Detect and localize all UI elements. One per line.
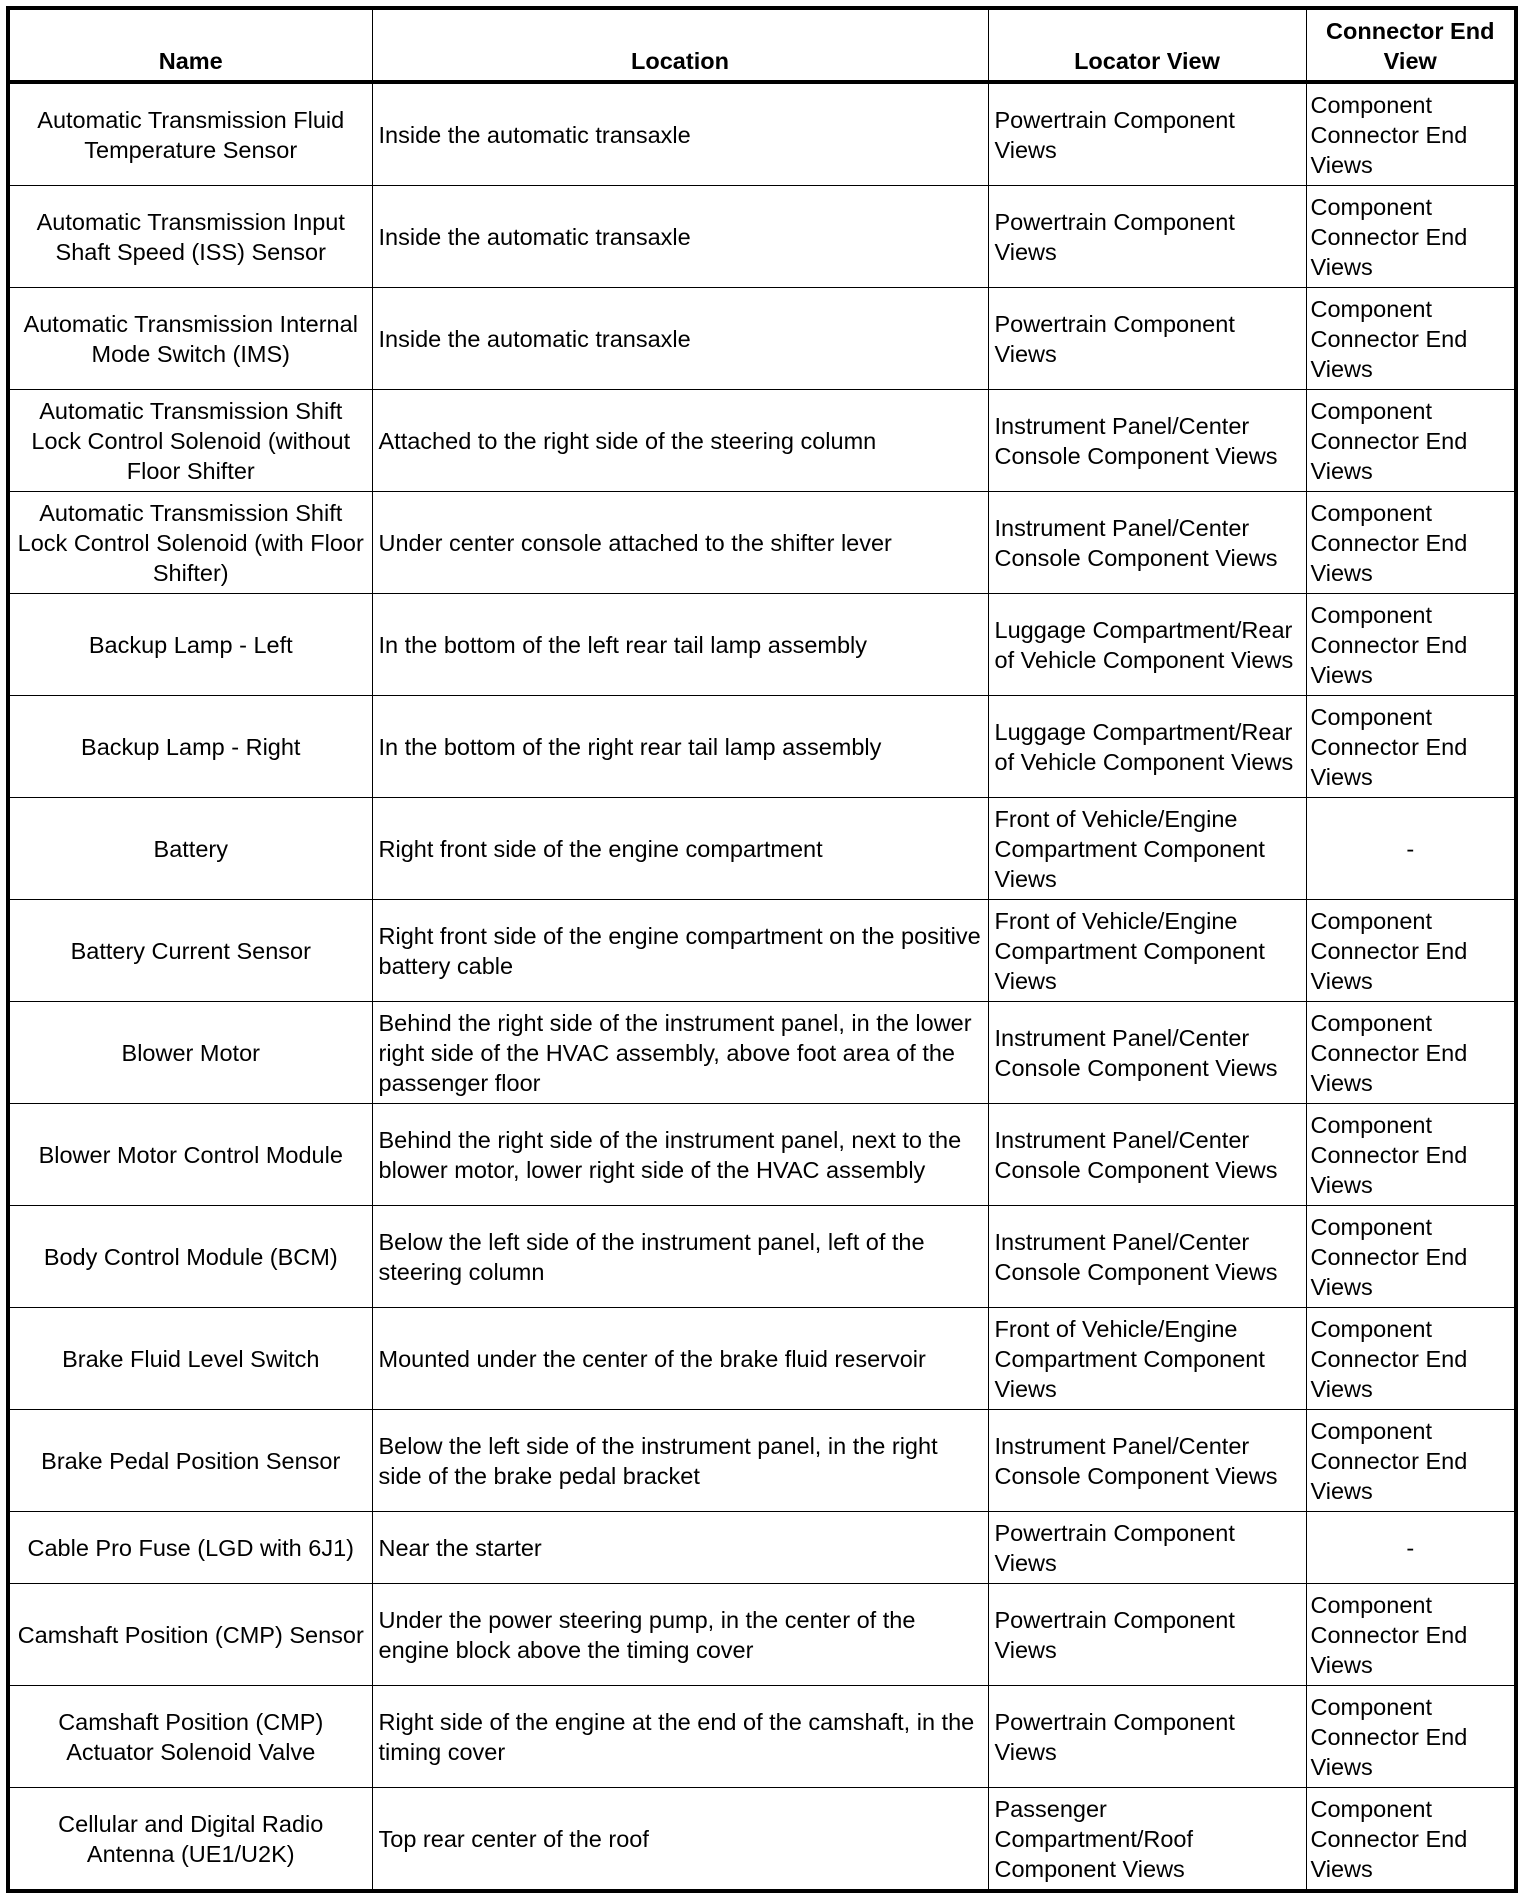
cell-connector-end-view: Component Connector End Views bbox=[1306, 1104, 1516, 1206]
cell-name: Backup Lamp - Right bbox=[8, 696, 372, 798]
cell-name: Automatic Transmission Shift Lock Control Solenoid (without Floor Shifter bbox=[8, 390, 372, 492]
cell-connector-end-view: Component Connector End Views bbox=[1306, 492, 1516, 594]
table-row bbox=[8, 1308, 1516, 1410]
cell-connector-end-view: Component Connector End Views bbox=[1306, 82, 1516, 186]
cell-name: Camshaft Position (CMP) Sensor bbox=[8, 1584, 372, 1686]
cell-locator-view: Instrument Panel/Center Console Component Views bbox=[988, 390, 1306, 492]
cell-location: In the bottom of the left rear tail lamp assembly bbox=[372, 594, 988, 696]
cell-connector-end-view: Component Connector End Views bbox=[1306, 900, 1516, 1002]
cell-locator-view: Luggage Compartment/Rear of Vehicle Component Views bbox=[988, 594, 1306, 696]
cell-location: Below the left side of the instrument panel, left of the steering column bbox=[372, 1206, 988, 1308]
cell-name: Backup Lamp - Left bbox=[8, 594, 372, 696]
cell-location: Behind the right side of the instrument panel, in the lower right side of the HVAC assembly, above foot area of the passenger floor bbox=[372, 1002, 988, 1104]
cell-locator-view: Luggage Compartment/Rear of Vehicle Component Views bbox=[988, 696, 1306, 798]
cell-name: Brake Pedal Position Sensor bbox=[8, 1410, 372, 1512]
cell-name: Blower Motor Control Module bbox=[8, 1104, 372, 1206]
cell-locator-view: Powertrain Component Views bbox=[988, 1584, 1306, 1686]
cell-connector-end-view: Component Connector End Views bbox=[1306, 1686, 1516, 1788]
table-row bbox=[8, 1584, 1516, 1686]
cell-name: Cable Pro Fuse (LGD with 6J1) bbox=[8, 1512, 372, 1584]
table-row bbox=[8, 82, 1516, 186]
cell-locator-view: Passenger Compartment/Roof Component Views bbox=[988, 1788, 1306, 1892]
cell-location: Below the left side of the instrument panel, in the right side of the brake pedal bracket bbox=[372, 1410, 988, 1512]
cell-location: Attached to the right side of the steering column bbox=[372, 390, 988, 492]
cell-connector-end-view: Component Connector End Views bbox=[1306, 1788, 1516, 1892]
cell-location: Near the starter bbox=[372, 1512, 988, 1584]
cell-location: Right side of the engine at the end of the camshaft, in the timing cover bbox=[372, 1686, 988, 1788]
cell-location: Behind the right side of the instrument panel, next to the blower motor, lower right side of the HVAC assembly bbox=[372, 1104, 988, 1206]
cell-connector-end-view: Component Connector End Views bbox=[1306, 390, 1516, 492]
cell-locator-view: Powertrain Component Views bbox=[988, 186, 1306, 288]
cell-location: Mounted under the center of the brake fluid reservoir bbox=[372, 1308, 988, 1410]
header-locator-view: Locator View bbox=[988, 8, 1306, 82]
cell-connector-end-view: Component Connector End Views bbox=[1306, 594, 1516, 696]
cell-name: Automatic Transmission Shift Lock Control Solenoid (with Floor Shifter) bbox=[8, 492, 372, 594]
table-row bbox=[8, 390, 1516, 492]
component-locator-table bbox=[6, 6, 1518, 1893]
header-connector-end-view: Connector End View bbox=[1306, 8, 1516, 82]
table-row bbox=[8, 1206, 1516, 1308]
table-row bbox=[8, 1002, 1516, 1104]
cell-name: Camshaft Position (CMP) Actuator Solenoid Valve bbox=[8, 1686, 372, 1788]
cell-locator-view: Instrument Panel/Center Console Component Views bbox=[988, 1206, 1306, 1308]
cell-locator-view: Instrument Panel/Center Console Component Views bbox=[988, 1410, 1306, 1512]
table-row bbox=[8, 1788, 1516, 1892]
cell-location: In the bottom of the right rear tail lamp assembly bbox=[372, 696, 988, 798]
header-name: Name bbox=[8, 8, 372, 82]
table-row bbox=[8, 1104, 1516, 1206]
cell-locator-view: Powertrain Component Views bbox=[988, 288, 1306, 390]
cell-connector-end-view: Component Connector End Views bbox=[1306, 1410, 1516, 1512]
table-row bbox=[8, 798, 1516, 900]
table-row bbox=[8, 900, 1516, 1002]
table-row bbox=[8, 492, 1516, 594]
cell-connector-end-view: - bbox=[1306, 798, 1516, 900]
cell-location: Under the power steering pump, in the center of the engine block above the timing cover bbox=[372, 1584, 988, 1686]
cell-locator-view: Powertrain Component Views bbox=[988, 1512, 1306, 1584]
cell-connector-end-view: Component Connector End Views bbox=[1306, 1584, 1516, 1686]
table-row bbox=[8, 186, 1516, 288]
cell-connector-end-view: Component Connector End Views bbox=[1306, 1206, 1516, 1308]
cell-connector-end-view: Component Connector End Views bbox=[1306, 186, 1516, 288]
cell-name: Battery bbox=[8, 798, 372, 900]
cell-connector-end-view: Component Connector End Views bbox=[1306, 288, 1516, 390]
cell-name: Battery Current Sensor bbox=[8, 900, 372, 1002]
cell-locator-view: Powertrain Component Views bbox=[988, 1686, 1306, 1788]
cell-name: Automatic Transmission Internal Mode Switch (IMS) bbox=[8, 288, 372, 390]
cell-connector-end-view: Component Connector End Views bbox=[1306, 1002, 1516, 1104]
cell-locator-view: Instrument Panel/Center Console Component Views bbox=[988, 1104, 1306, 1206]
table-row bbox=[8, 1686, 1516, 1788]
table-row bbox=[8, 696, 1516, 798]
cell-name: Body Control Module (BCM) bbox=[8, 1206, 372, 1308]
table-row bbox=[8, 1512, 1516, 1584]
cell-name: Blower Motor bbox=[8, 1002, 372, 1104]
cell-location: Inside the automatic transaxle bbox=[372, 82, 988, 186]
cell-location: Right front side of the engine compartment on the positive battery cable bbox=[372, 900, 988, 1002]
cell-location: Under center console attached to the shifter lever bbox=[372, 492, 988, 594]
table-row bbox=[8, 1410, 1516, 1512]
cell-name: Cellular and Digital Radio Antenna (UE1/U2K) bbox=[8, 1788, 372, 1892]
cell-locator-view: Front of Vehicle/Engine Compartment Component Views bbox=[988, 1308, 1306, 1410]
header-row bbox=[8, 8, 1516, 82]
header-location: Location bbox=[372, 8, 988, 82]
cell-locator-view: Front of Vehicle/Engine Compartment Component Views bbox=[988, 798, 1306, 900]
cell-location: Inside the automatic transaxle bbox=[372, 186, 988, 288]
cell-name: Automatic Transmission Fluid Temperature Sensor bbox=[8, 82, 372, 186]
cell-connector-end-view: Component Connector End Views bbox=[1306, 1308, 1516, 1410]
cell-locator-view: Powertrain Component Views bbox=[988, 82, 1306, 186]
cell-name: Automatic Transmission Input Shaft Speed (ISS) Sensor bbox=[8, 186, 372, 288]
table-row bbox=[8, 594, 1516, 696]
cell-name: Brake Fluid Level Switch bbox=[8, 1308, 372, 1410]
cell-locator-view: Instrument Panel/Center Console Component Views bbox=[988, 1002, 1306, 1104]
cell-connector-end-view: Component Connector End Views bbox=[1306, 696, 1516, 798]
cell-connector-end-view: - bbox=[1306, 1512, 1516, 1584]
cell-locator-view: Front of Vehicle/Engine Compartment Component Views bbox=[988, 900, 1306, 1002]
table-row bbox=[8, 288, 1516, 390]
cell-locator-view: Instrument Panel/Center Console Component Views bbox=[988, 492, 1306, 594]
cell-location: Inside the automatic transaxle bbox=[372, 288, 988, 390]
cell-location: Top rear center of the roof bbox=[372, 1788, 988, 1892]
cell-location: Right front side of the engine compartment bbox=[372, 798, 988, 900]
